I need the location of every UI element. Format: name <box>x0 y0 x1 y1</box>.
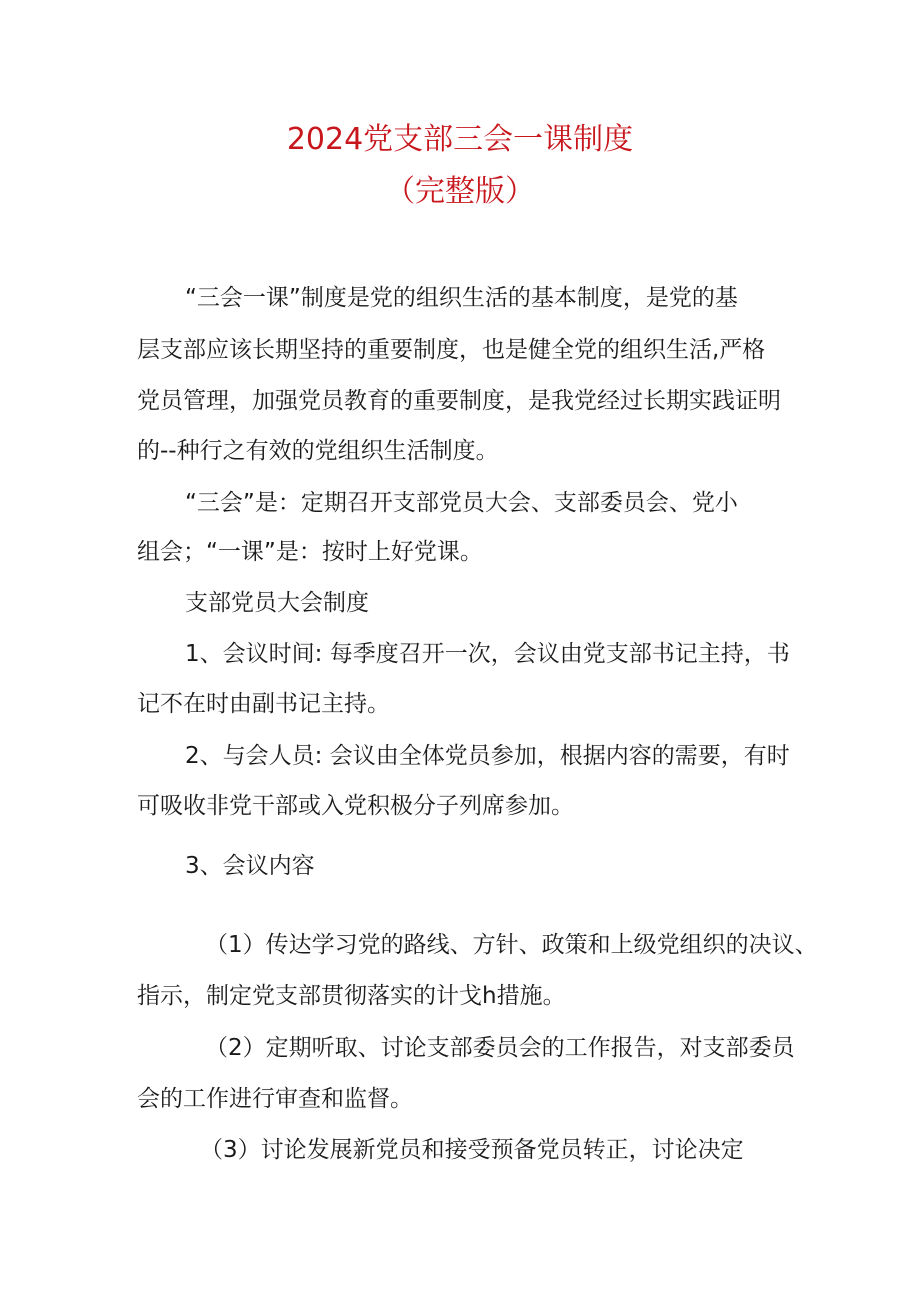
paragraph-line: 记不在时由副书记主持。 <box>137 691 390 717</box>
paragraph-line: 党员管理，加强党员教育的重要制度，是我党经过长期实践证明 <box>137 388 781 414</box>
paragraph-line: 可吸收非党干部或入党积极分子列席参加。 <box>137 793 574 819</box>
paragraph-line: 1、会议时间: 每季度召开一次，会议由党支部书记主持，书 <box>185 641 790 667</box>
paragraph-line: 2、与会人员: 会议由全体党员参加，根据内容的需要，有时 <box>185 743 790 769</box>
document-title: 2024党支部三会一课制度 <box>286 122 634 157</box>
paragraph-line: “三会”是：定期召开支部党员大会、支部委员会、党小 <box>185 490 738 516</box>
list-item-line: （2）定期听取、讨论支部委员会的工作报告，对支部委员 <box>205 1035 795 1061</box>
list-item-line: （1）传达学习党的路线、方针、政策和上级党组织的决议、 <box>205 932 818 958</box>
section-heading: 支部党员大会制度 <box>185 590 369 616</box>
paragraph-line: 的--种行之有效的党组织生活制度。 <box>137 438 499 464</box>
paragraph-line: “三会一课”制度是党的组织生活的基本制度，是党的基 <box>185 285 738 311</box>
subsection-heading: 3、会议内容 <box>185 853 315 879</box>
paragraph-line: 组会；“一课”是：按时上好党课。 <box>137 539 483 565</box>
list-item-line: 指示，制定党支部贯彻落实的计戈h措施。 <box>137 983 566 1009</box>
paragraph-line: 层支部应该长期坚持的重要制度，也是健全党的组织生活,严格 <box>137 337 766 363</box>
document-subtitle: （完整版） <box>385 174 535 209</box>
list-item-line: （3）讨论发展新党员和接受预备党员转正，讨论决定 <box>200 1137 744 1163</box>
list-item-line: 会的工作进行审查和监督。 <box>137 1086 413 1112</box>
